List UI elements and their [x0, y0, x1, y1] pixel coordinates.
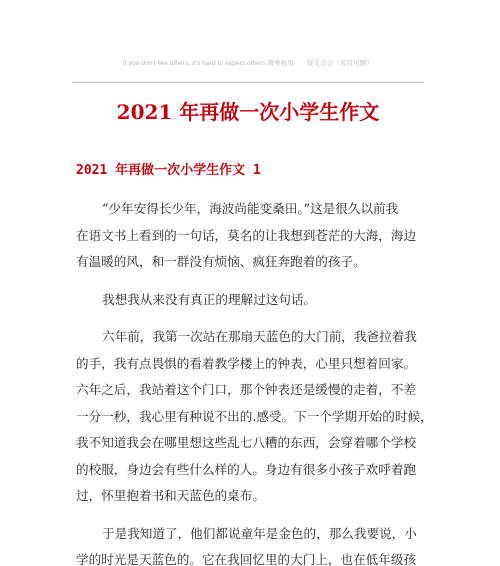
text-line: 六年之后，我站着这个门口，那个钟表还是缓慢的走着，不差 [76, 382, 417, 397]
text-line: 过，怀里抱着书和天蓝色的桌布。 [76, 488, 265, 503]
text-line: 的校服，身边会有些什么样的人。身边有很多小孩子欢呼着跑 [76, 461, 417, 477]
text-line: 我不知道我会在哪里想这些乱七八糟的东西，会穿着哪个学校 [76, 435, 417, 450]
page-header-tagline: If you don't like others, it's hard to expect others.简单视用 疑支合会（页眉可删） [123, 60, 373, 67]
header-divider [72, 82, 424, 83]
text-line: “少年安得长少年，海波尚能变桑田。”这是很久以前我 [102, 201, 399, 216]
section-heading: 2021 年再做一次小学生作文 1 [76, 163, 261, 178]
text-line: 在语文书上看到的一句话，莫名的让我想到苍茫的大海，海边 [76, 227, 417, 243]
text-line: 的手，我有点畏惧的看着教学楼上的钟表，心里只想着回家。 [76, 355, 417, 371]
text-line: 我想我从来没有真正的理解过这句话。 [102, 291, 317, 307]
paragraph [76, 287, 436, 314]
text-line: 有温暖的风，和一群没有烦恼、疯狂奔跑着的孩子。 [76, 254, 366, 269]
paragraph [76, 196, 436, 276]
text-line: 一分一秒，我心里有种说不出的.感受。下一个学期开始的时候， [76, 408, 433, 424]
text-line: 学的时光是天蓝色的。它在我回忆里的大门上，也在低年级孩 [76, 552, 417, 566]
paragraph [76, 324, 436, 510]
text-line: 于是我知道了，他们都说童年是金色的，那么我要说，小 [102, 525, 417, 541]
text-line: 六年前，我第一次站在那扇天蓝色的大门前，我爸拉着我 [102, 329, 417, 344]
paragraph [76, 521, 436, 566]
document-body [76, 196, 436, 566]
document-title: 2021 年再做一次小学生作文 [116, 100, 380, 124]
